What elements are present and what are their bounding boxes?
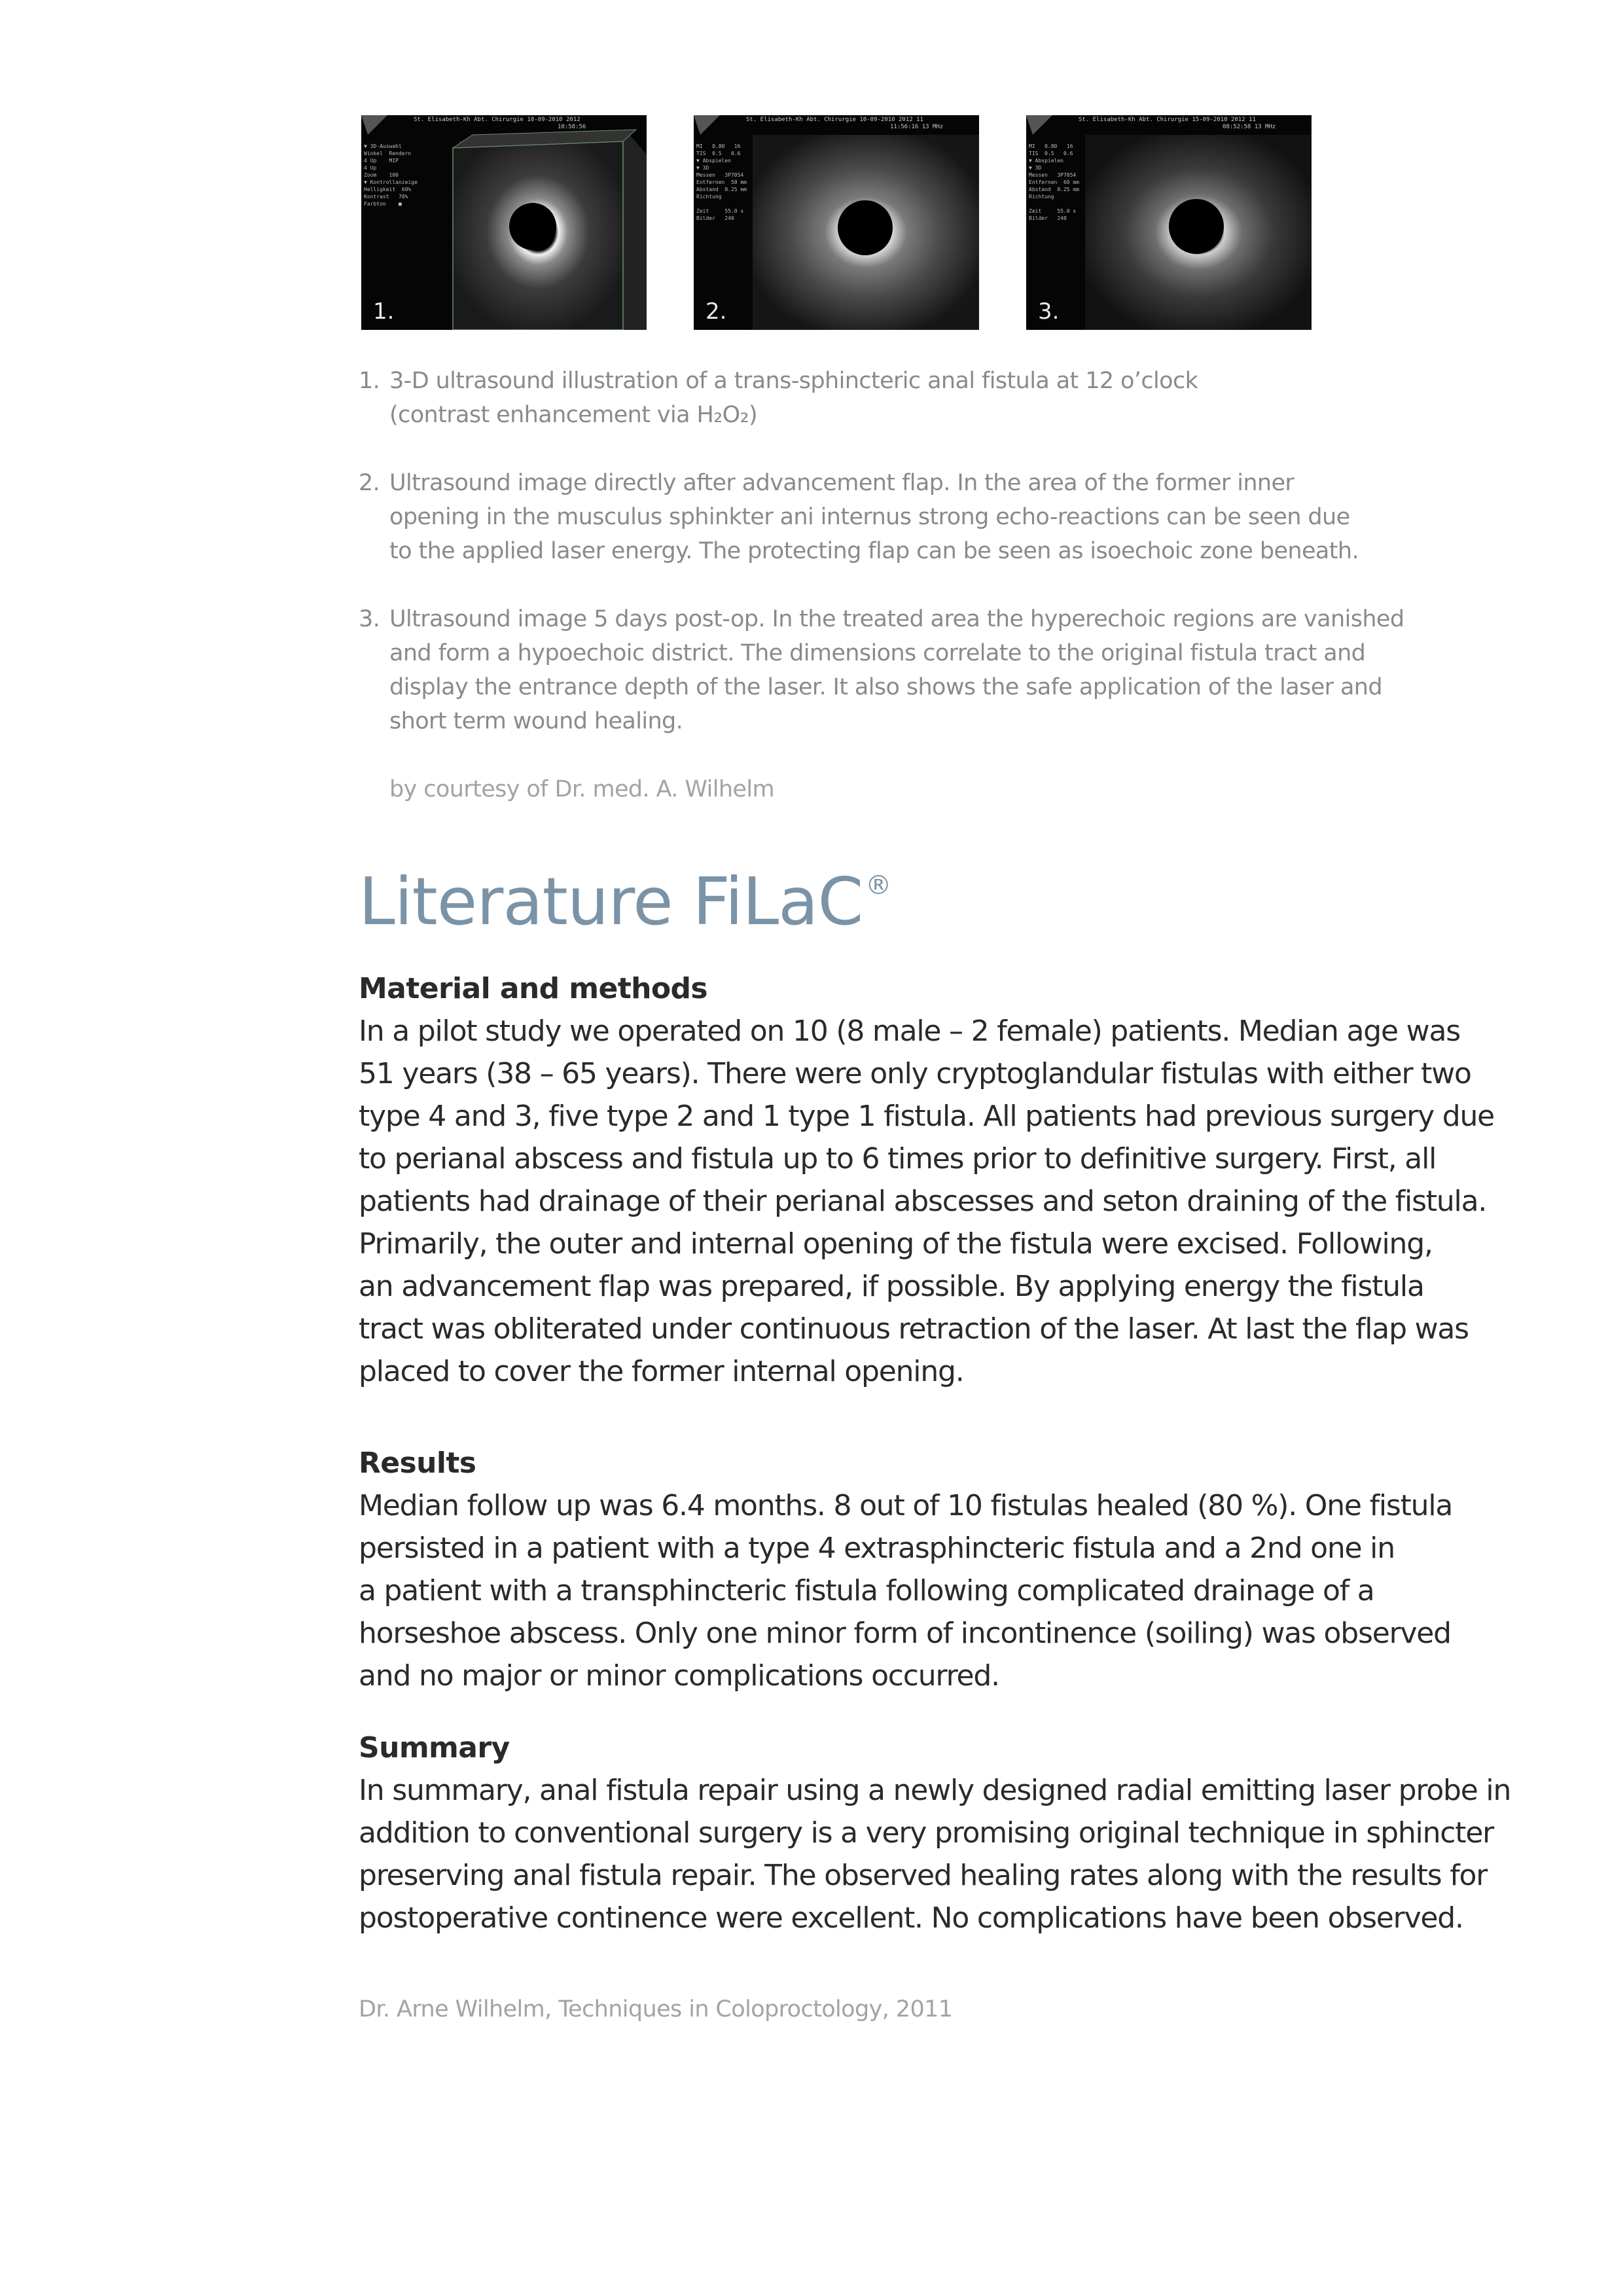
paragraph-line: In summary, anal fistula repair using a newly designed radial emitting laser probe in (359, 1774, 1511, 1807)
section-results (359, 1442, 1497, 1697)
source-citation: Dr. Arne Wilhelm, Techniques in Coloproctology, 2011 (359, 1996, 953, 2022)
paragraph-line: persisted in a patient with a type 4 extrasphincteric fistula and a 2nd one in (359, 1532, 1395, 1565)
image-header: St. Elisabeth-Kh Abt. Chirurgie 15-09-2010 2012 11 (1079, 117, 1256, 123)
paragraph-line: addition to conventional surgery is a very promising original technique in sphincter (359, 1816, 1494, 1850)
image-header-time: 10:58:56 (558, 124, 586, 130)
section-summary (359, 1727, 1511, 1939)
image-side-panel: MI 0.80 16 TIS 0.5 0.6 ▼ Abspielen ▼ 3D Messen 3P7054 Entfernen 60 mm Abstand 0.25 mm Richtung Zeit 55.0 s Bilder 240 (1029, 143, 1080, 221)
caption-line: 3-D ultrasound illustration of a trans-sphincteric anal fistula at 12 o’clock (389, 368, 1198, 394)
ultrasound-image-1 (361, 115, 647, 330)
caption-number: 3. (359, 606, 380, 632)
image-number: 3. (1038, 298, 1060, 325)
caption-2 (359, 466, 1359, 568)
image-number: 1. (373, 298, 395, 325)
paragraph-line: patients had drainage of their perianal abscesses and seton draining of the fistula. (359, 1185, 1487, 1218)
ultrasound-image-2 (694, 115, 979, 330)
paragraph-line: a patient with a transphincteric fistula following complicated drainage of a (359, 1574, 1374, 1607)
paragraph-line: an advancement flap was prepared, if possible. By applying energy the fistula (359, 1270, 1424, 1303)
ultrasound-image-row (361, 115, 1314, 330)
paragraph-line: horseshoe abscess. Only one minor form of incontinence (soiling) was observed (359, 1617, 1451, 1650)
section-heading: Results (359, 1446, 476, 1480)
caption-line: to the applied laser energy. The protecting flap can be seen as isoechoic zone beneath. (389, 538, 1359, 564)
courtesy-note: by courtesy of Dr. med. A. Wilhelm (389, 776, 774, 802)
paragraph-line: placed to cover the former internal opening. (359, 1355, 964, 1388)
paragraph-line: and no major or minor complications occurred. (359, 1659, 999, 1693)
caption-line: and form a hypoechoic district. The dimensions correlate to the original fistula tract and (389, 640, 1366, 666)
caption-line: Ultrasound image directly after advancement flap. In the area of the former inner (389, 470, 1295, 496)
paragraph-line: to perianal abscess and fistula up to 6 times prior to definitive surgery. First, all (359, 1142, 1437, 1175)
paragraph-line: Median follow up was 6.4 months. 8 out of 10 fistulas healed (80 %). One fistula (359, 1489, 1453, 1522)
image-header-time: 11:56:16 13 MHz (890, 124, 944, 130)
section-heading: Material and methods (359, 972, 708, 1005)
image-header: St. Elisabeth-Kh Abt. Chirurgie 10-09-2010 2012 (414, 117, 581, 123)
caption-line: Ultrasound image 5 days post-op. In the treated area the hyperechoic regions are vanished (389, 606, 1404, 632)
paragraph-line: type 4 and 3, five type 2 and 1 type 1 fistula. All patients had previous surgery due (359, 1100, 1495, 1133)
caption-line: opening in the musculus sphinkter ani internus strong echo-reactions can be seen due (389, 504, 1350, 530)
paragraph-line: preserving anal fistula repair. The observed healing rates along with the results for (359, 1859, 1488, 1892)
image-number: 2. (706, 298, 727, 325)
image-side-panel: MI 0.80 16 TIS 0.5 0.6 ▼ Abspielen ▼ 3D Messen 3P7054 Entfernen 50 mm Abstand 0.25 mm Richtung Zeit 55.0 s Bilder 240 (696, 143, 747, 221)
ultrasound-image-3 (1026, 115, 1312, 330)
caption-line: display the entrance depth of the laser. It also shows the safe application of the laser and (389, 674, 1382, 700)
paragraph-line: Primarily, the outer and internal opening of the fistula were excised. Following, (359, 1227, 1433, 1261)
paragraph-line: postoperative continence were excellent. No complications have been observed. (359, 1901, 1463, 1935)
image-header: St. Elisabeth-Kh Abt. Chirurgie 10-09-2010 2012 11 (746, 117, 923, 123)
paragraph-line: In a pilot study we operated on 10 (8 male – 2 female) patients. Median age was (359, 1014, 1460, 1048)
caption-line: (contrast enhancement via H₂O₂) (389, 402, 758, 428)
section-heading: Summary (359, 1731, 510, 1765)
paragraph-line: 51 years (38 – 65 years). There were only cryptoglandular fistulas with either two (359, 1057, 1471, 1090)
section-title (359, 863, 891, 955)
caption-number: 1. (359, 368, 380, 394)
registered-mark: ® (865, 870, 891, 901)
caption-line: short term wound healing. (389, 708, 683, 734)
image-header-time: 08:52:58 13 MHz (1223, 124, 1276, 130)
figure-captions (359, 364, 1404, 806)
caption-number: 2. (359, 470, 380, 496)
image-side-panel: ▼ 3D-Auswahl Winkel Rendern 4 Up MIP 4 Up Zoom 100 ▼ Kontrollanzeige Helligkeit 60% Kontrast 70% Farbton ■ (364, 143, 418, 207)
section-material-methods (359, 967, 1497, 1393)
section-title-text: Literature FiLaC (359, 863, 863, 940)
caption-1 (359, 364, 1340, 432)
caption-3 (359, 602, 1404, 738)
paragraph-line: tract was obliterated under continuous retraction of the laser. At last the flap was (359, 1312, 1469, 1346)
